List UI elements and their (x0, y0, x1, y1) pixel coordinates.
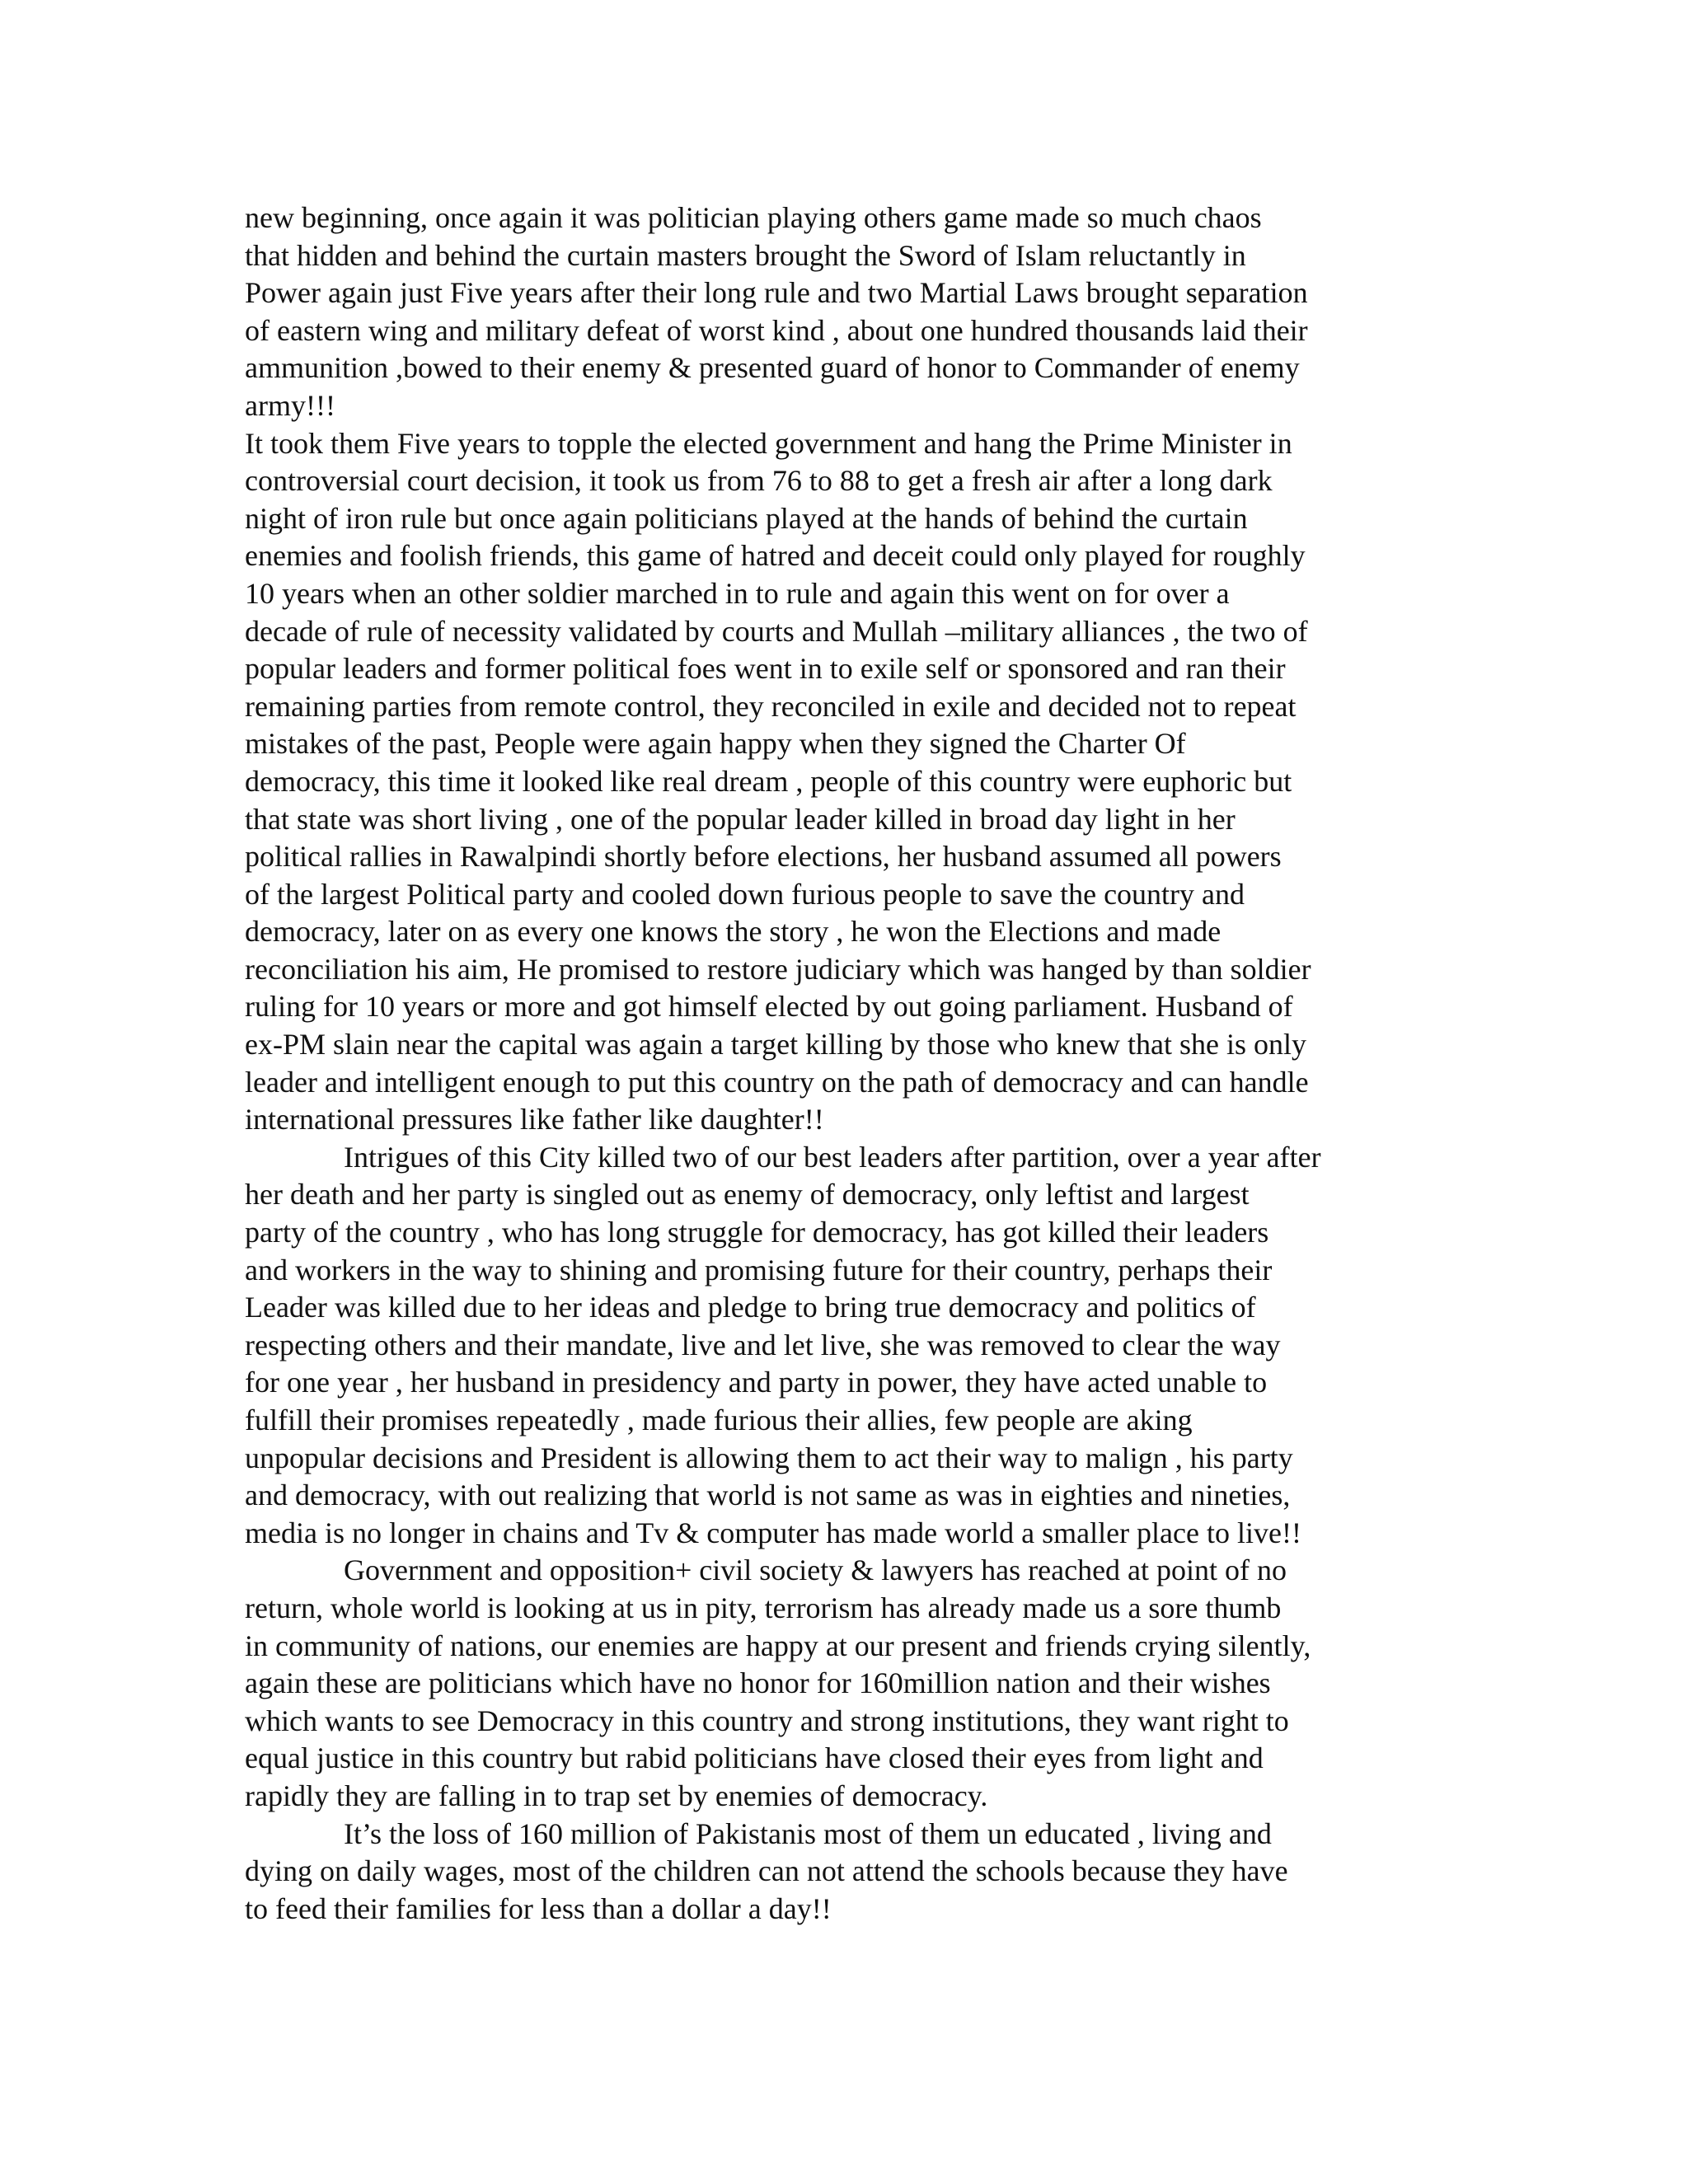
text-line: enemies and foolish friends, this game of hatred and deceit could only played for roughly (245, 539, 1306, 573)
text-line: her death and her party is singled out as enemy of democracy, only leftist and largest (245, 1178, 1250, 1212)
text-line: ex-PM slain near the capital was again a target killing by those who knew that she is only (245, 1028, 1307, 1062)
text-line: unpopular decisions and President is allowing them to act their way to malign , his party (245, 1441, 1293, 1474)
text-line: leader and intelligent enough to put this country on the path of democracy and can handle (245, 1065, 1309, 1099)
text-line: dying on daily wages, most of the children can not attend the schools because they have (245, 1854, 1288, 1888)
text-line: fulfill their promises repeatedly , made furious their allies, few people are aking (245, 1404, 1193, 1436)
text-line: that hidden and behind the curtain masters brought the Sword of Islam reluctantly in (245, 238, 1246, 272)
text-line: Leader was killed due to her ideas and pledge to bring true democracy and politics of (245, 1291, 1256, 1324)
document-body (245, 199, 1432, 1928)
paragraph-1 (245, 199, 1432, 425)
text-line: new beginning, once again it was politician playing others game made so much chaos (245, 201, 1262, 234)
text-line: political rallies in Rawalpindi shortly before elections, her husband assumed all powers (245, 840, 1282, 874)
text-line: democracy, this time it looked like real dream , people of this country were euphoric but (245, 764, 1292, 798)
text-line: Intrigues of this City killed two of our best leaders after partition, over a year after (344, 1140, 1321, 1174)
text-line: international pressures like father like daughter!! (245, 1103, 824, 1137)
paragraph-3 (245, 1139, 1432, 1553)
text-line: 10 years when an other soldier marched in to rule and again this went on for over a (245, 576, 1230, 610)
text-line: ammunition ,bowed to their enemy & presented guard of honor to Commander of enemy (245, 351, 1300, 385)
text-line: to feed their families for less than a dollar a day!! (245, 1891, 832, 1925)
text-line: It took them Five years to topple the elected government and hang the Prime Minister in (245, 426, 1292, 460)
text-line: of eastern wing and military defeat of worst kind , about one hundred thousands laid their (245, 313, 1308, 347)
text-line: of the largest Political party and cooled down furious people to save the country and (245, 877, 1245, 911)
text-line: again these are politicians which have no honor for 160million nation and their wishes (245, 1666, 1271, 1700)
text-line: popular leaders and former political foes went in to exile self or sponsored and ran their (245, 652, 1286, 686)
text-line: return, whole world is looking at us in pity, terrorism has already made us a sore thumb (245, 1591, 1282, 1624)
text-line: equal justice in this country but rabid politicians have closed their eyes from light and (245, 1741, 1264, 1775)
text-line: remaining parties from remote control, they reconciled in exile and decided not to repeat (245, 689, 1296, 723)
text-line: and workers in the way to shining and promising future for their country, perhaps their (245, 1253, 1273, 1286)
text-line: in community of nations, our enemies are happy at our present and friends crying silently, (245, 1629, 1311, 1662)
text-line: ruling for 10 years or more and got himself elected by out going parliament. Husband of (245, 990, 1293, 1024)
text-line: which wants to see Democracy in this country and strong institutions, they want right to (245, 1704, 1289, 1737)
text-line: mistakes of the past, People were again happy when they signed the Charter Of (245, 727, 1186, 761)
text-line: for one year , her husband in presidency and party in power, they have acted unable to (245, 1366, 1268, 1399)
text-line: It’s the loss of 160 million of Pakistanis most of them un educated , living and (344, 1816, 1272, 1850)
text-line: party of the country , who has long struggle for democracy, has got killed their leaders (245, 1216, 1269, 1249)
paragraph-5 (245, 1816, 1432, 1929)
text-line: that state was short living , one of the popular leader killed in broad day light in her (245, 802, 1236, 836)
text-line: Government and opposition+ civil society & lawyers has reached at point of no (344, 1554, 1287, 1587)
text-line: respecting others and their mandate, live and let live, she was removed to clear the way (245, 1328, 1281, 1361)
text-line: media is no longer in chains and Tv & computer has made world a smaller place to live!! (245, 1516, 1301, 1549)
text-line: Power again just Five years after their long rule and two Martial Laws brought separation (245, 276, 1308, 310)
text-line: army!!! (245, 388, 335, 422)
text-line: controversial court decision, it took us from 76 to 88 to get a fresh air after a long dark (245, 464, 1273, 498)
text-line: night of iron rule but once again politicians played at the hands of behind the curtain (245, 501, 1248, 535)
text-line: reconciliation his aim, He promised to restore judiciary which was hanged by than soldier (245, 952, 1311, 986)
text-line: decade of rule of necessity validated by courts and Mullah –military alliances , the two of (245, 614, 1308, 648)
text-line: rapidly they are falling in to trap set by enemies of democracy. (245, 1779, 988, 1812)
paragraph-4 (245, 1552, 1432, 1815)
text-line: and democracy, with out realizing that world is not same as was in eighties and nineties, (245, 1479, 1291, 1512)
text-line: democracy, later on as every one knows the story , he won the Elections and made (245, 915, 1221, 949)
paragraph-2 (245, 425, 1432, 1139)
